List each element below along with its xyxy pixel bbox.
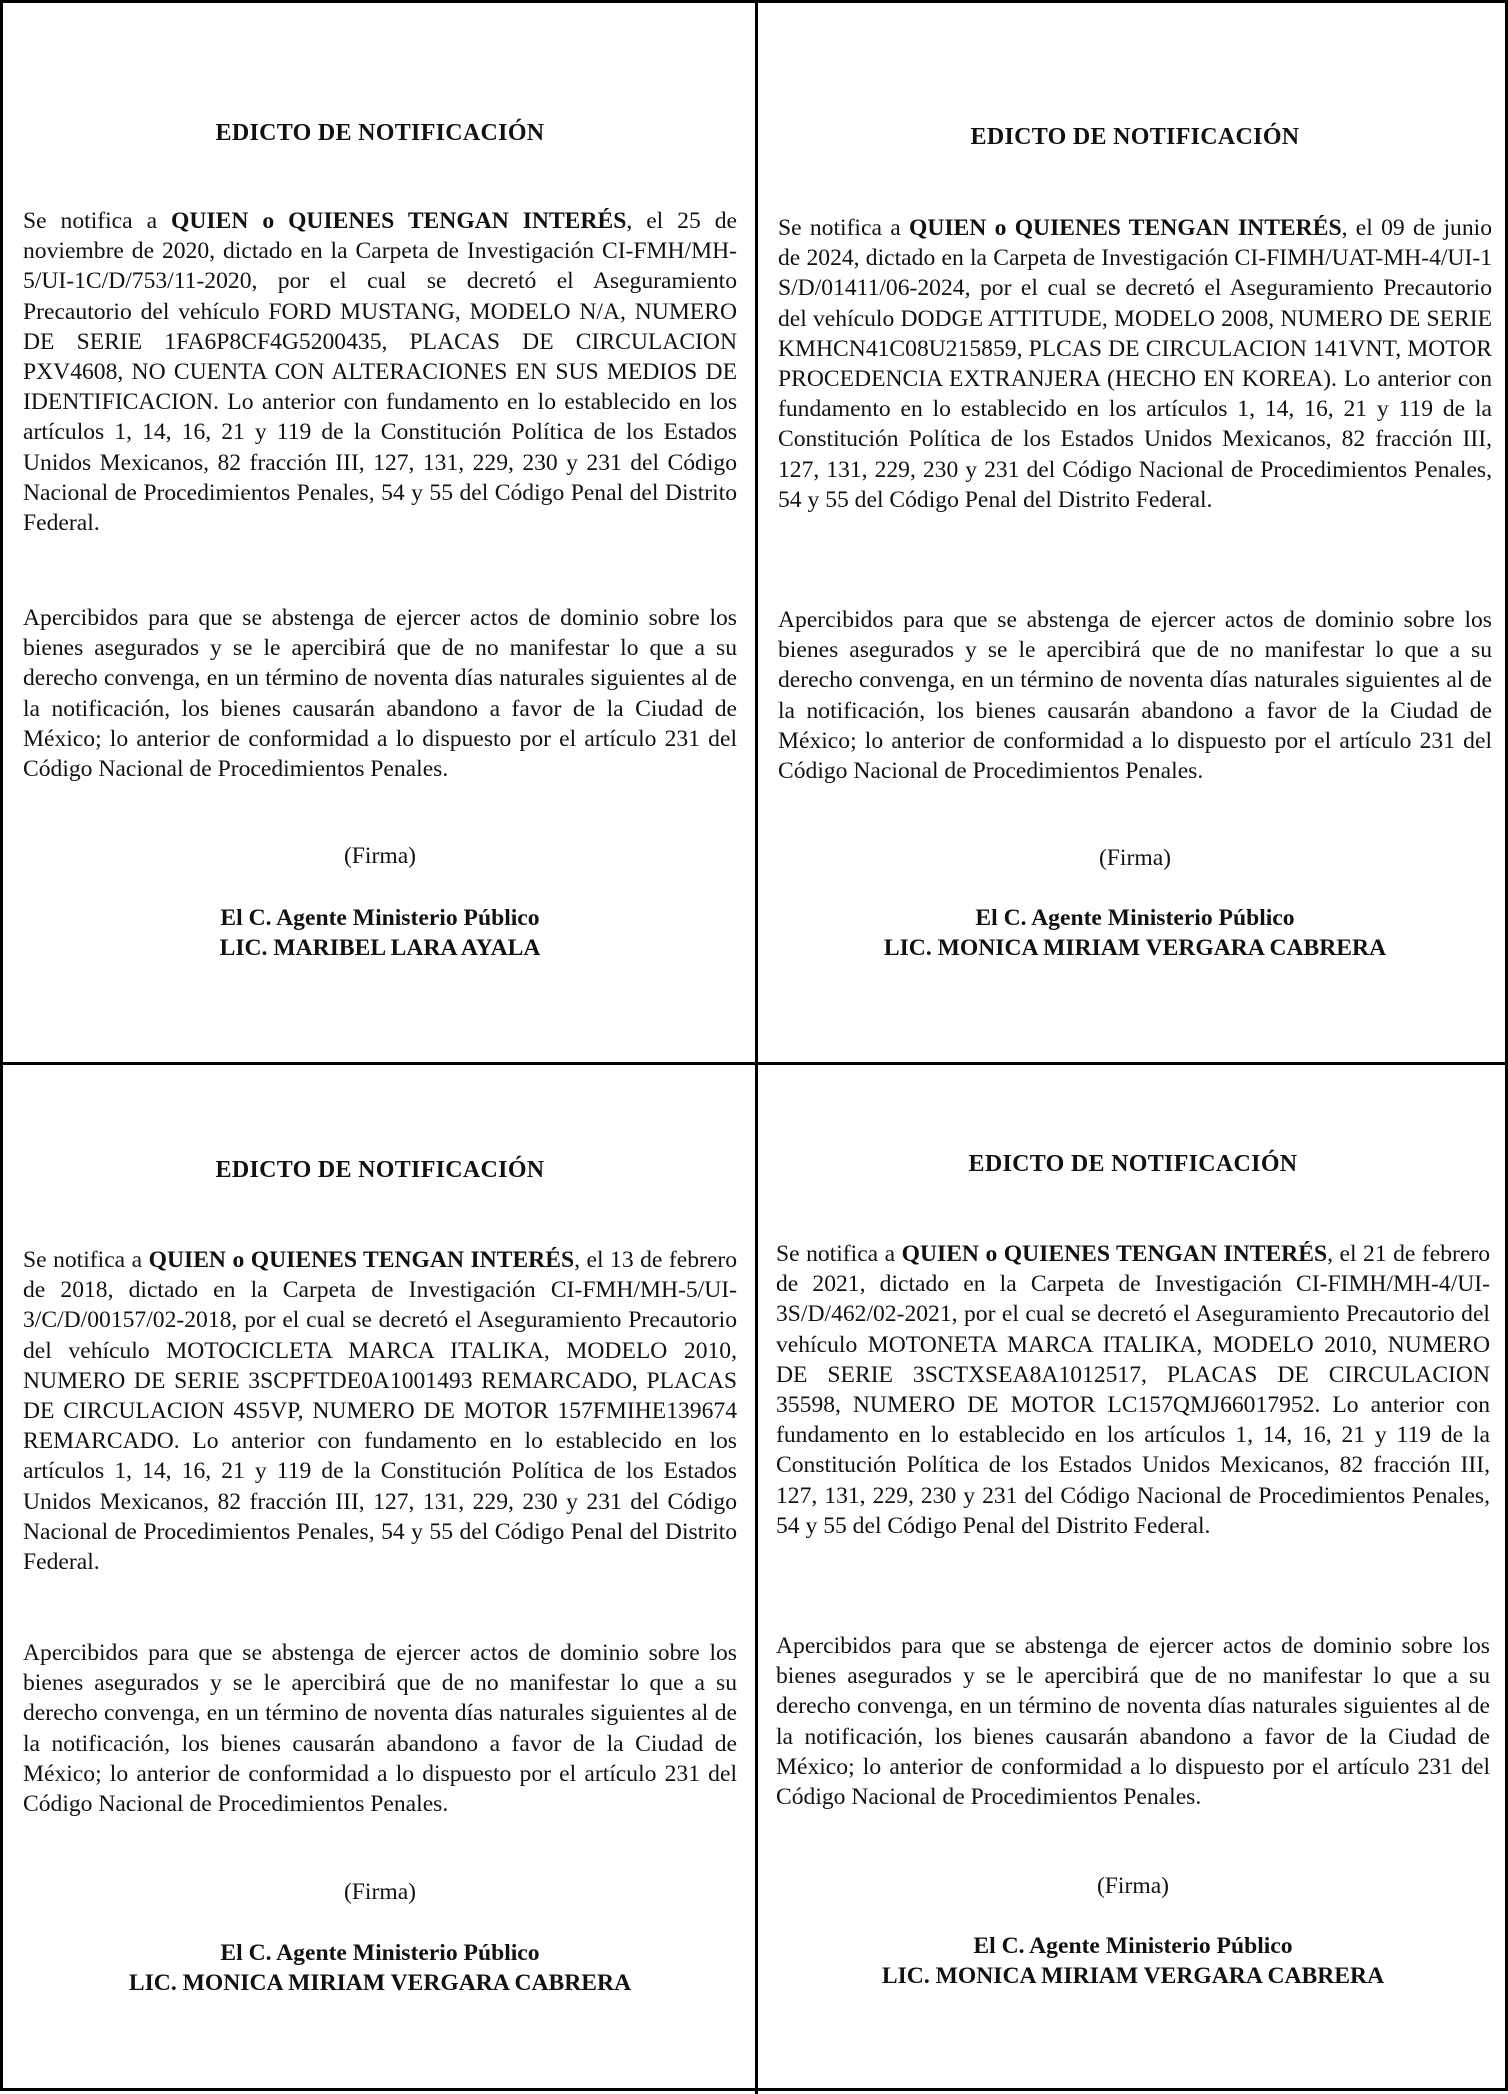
notice-paragraph xyxy=(23,1245,737,1577)
notice-prefix: Se notifica a xyxy=(778,215,909,241)
edict-3 xyxy=(23,1065,737,2094)
vertical-divider xyxy=(755,3,758,2094)
edict-1 xyxy=(23,3,737,1062)
agent-title: El C. Agente Ministerio Público xyxy=(220,1940,540,1966)
edict-title: EDICTO DE NOTIFICACIÓN xyxy=(970,124,1300,150)
notice-body: , el 09 de junio de 2024, dictado en la Carpeta de Investigación CI-FIMH/UAT-MH-4/UI-1 S/D/01411/06-2024, por el cual se decretó el Aseguramiento Precautorio del vehículo DODGE ATTITUDE, MODELO 2008, NUMERO DE SERIE KMHCN41C08U215859, PLCAS DE CIRCULACION 141VNT, MOTOR PROCEDENCIA EXTRANJERA (HECHO EN KOREA). Lo anterior con fundamento en lo establecido en los artículos 1, 14, 16, 21 y 119 de la Constitución Política de los Estados Unidos Mexicanos, 82 fracción III, 127, 131, 229, 230 y 231 del Código Nacional de Procedimientos Penales, 54 y 55 del Código Penal del Distrito Federal. xyxy=(778,215,1492,513)
edict-4 xyxy=(776,1065,1490,2094)
warning-paragraph: Apercibidos para que se abstenga de ejercer actos de dominio sobre los bienes asegurados y se le apercibirá que de no manifestar lo que a su derecho convenga, en un término de noventa días naturales siguientes al de la notificación, los bienes causarán abandono a favor de la Ciudad de México; lo anterior de conformidad a lo dispuesto por el artículo 231 del Código Nacional de Procedimientos Penales. xyxy=(23,1640,737,1818)
notice-body: , el 21 de febrero de 2021, dictado en la Carpeta de Investigación CI-FIMH/MH-4/UI-3S/D/462/02-2021, por el cual se decretó el Aseguramiento Precautorio del vehículo MOTONETA MARCA ITALIKA, MODELO 2010, NUMERO DE SERIE 3SCTXSEA8A1012517, PLACAS DE CIRCULACION 35598, NUMERO DE MOTOR LC157QMJ66017952. Lo anterior con fundamento en lo establecido en los artículos 1, 14, 16, 21 y 119 de la Constitución Política de los Estados Unidos Mexicanos, 82 fracción III, 127, 131, 229, 230 y 231 del Código Nacional de Procedimientos Penales, 54 y 55 del Código Penal del Distrito Federal. xyxy=(776,1241,1490,1539)
edict-title: EDICTO DE NOTIFICACIÓN xyxy=(968,1151,1298,1177)
notice-addressee: QUIEN o QUIENES TENGAN INTERÉS xyxy=(171,208,627,234)
agent-title: El C. Agente Ministerio Público xyxy=(220,905,540,931)
warning-paragraph: Apercibidos para que se abstenga de ejercer actos de dominio sobre los bienes asegurados y se le apercibirá que de no manifestar lo que a su derecho convenga, en un término de noventa días naturales siguientes al de la notificación, los bienes causarán abandono a favor de la Ciudad de México; lo anterior de conformidad a lo dispuesto por el artículo 231 del Código Nacional de Procedimientos Penales. xyxy=(778,607,1492,785)
agent-title: El C. Agente Ministerio Público xyxy=(973,1933,1293,1959)
warning-paragraph: Apercibidos para que se abstenga de ejercer actos de dominio sobre los bienes asegurados y se le apercibirá que de no manifestar lo que a su derecho convenga, en un término de noventa días naturales siguientes al de la notificación, los bienes causarán abandono a favor de la Ciudad de México; lo anterior de conformidad a lo dispuesto por el artículo 231 del Código Nacional de Procedimientos Penales. xyxy=(776,1633,1490,1811)
warning-paragraph: Apercibidos para que se abstenga de ejercer actos de dominio sobre los bienes asegurados y se le apercibirá que de no manifestar lo que a su derecho convenga, en un término de noventa días naturales siguientes al de la notificación, los bienes causarán abandono a favor de la Ciudad de México; lo anterior de conformidad a lo dispuesto por el artículo 231 del Código Nacional de Procedimientos Penales. xyxy=(23,605,737,783)
signature-placeholder: (Firma) xyxy=(343,843,417,869)
notice-addressee: QUIEN o QUIENES TENGAN INTERÉS xyxy=(148,1247,575,1273)
signature-placeholder: (Firma) xyxy=(343,1879,417,1905)
agent-name: LIC. MARIBEL LARA AYALA xyxy=(219,935,541,961)
notice-prefix: Se notifica a xyxy=(23,208,172,234)
notice-body: , el 25 de noviembre de 2020, dictado en la Carpeta de Investigación CI-FMH/MH-5/UI-1C/D/753/11-2020, por el cual se decretó el Aseguramiento Precautorio del vehículo FORD MUSTANG, MODELO N/A, NUMERO DE SERIE 1FA6P8CF4G5200435, PLACAS DE CIRCULACION PXV4608, NO CUENTA CON ALTERACIONES EN SUS MEDIOS DE IDENTIFICACION. Lo anterior con fundamento en lo establecido en los artículos 1, 14, 16, 21 y 119 de la Constitución Política de los Estados Unidos Mexicanos, 82 fracción III, 127, 131, 229, 230 y 231 del Código Nacional de Procedimientos Penales, 54 y 55 del Código Penal del Distrito Federal. xyxy=(23,208,737,537)
agent-name: LIC. MONICA MIRIAM VERGARA CABRERA xyxy=(883,935,1387,961)
signature-placeholder: (Firma) xyxy=(1096,1873,1170,1899)
agent-title: El C. Agente Ministerio Público xyxy=(975,905,1295,931)
signature-placeholder: (Firma) xyxy=(1098,845,1172,871)
edict-2 xyxy=(778,3,1492,1062)
notice-paragraph xyxy=(778,213,1492,515)
agent-name: LIC. MONICA MIRIAM VERGARA CABRERA xyxy=(881,1963,1385,1989)
edict-title: EDICTO DE NOTIFICACIÓN xyxy=(215,1157,545,1183)
notice-body: , el 13 de febrero de 2018, dictado en la Carpeta de Investigación CI-FMH/MH-5/UI-3/C/D/00157/02-2018, por el cual se decretó el Aseguramiento Precautorio del vehículo MOTOCICLETA MARCA ITALIKA, MODELO 2010, NUMERO DE SERIE 3SCPFTDE0A1001493 REMARCADO, PLACAS DE CIRCULACION 4S5VP, NUMERO DE MOTOR 157FMIHE139674 REMARCADO. Lo anterior con fundamento en lo establecido en los artículos 1, 14, 16, 21 y 119 de la Constitución Política de los Estados Unidos Mexicanos, 82 fracción III, 127, 131, 229, 230 y 231 del Código Nacional de Procedimientos Penales, 54 y 55 del Código Penal del Distrito Federal. xyxy=(23,1247,737,1576)
notice-prefix: Se notifica a xyxy=(776,1241,902,1267)
agent-name: LIC. MONICA MIRIAM VERGARA CABRERA xyxy=(128,1970,632,1996)
notice-paragraph xyxy=(776,1239,1490,1541)
notice-addressee: QUIEN o QUIENES TENGAN INTERÉS xyxy=(908,215,1342,241)
notice-prefix: Se notifica a xyxy=(23,1247,149,1273)
edict-title: EDICTO DE NOTIFICACIÓN xyxy=(215,120,545,146)
notice-addressee: QUIEN o QUIENES TENGAN INTERÉS xyxy=(901,1241,1328,1267)
notice-paragraph xyxy=(23,206,737,538)
